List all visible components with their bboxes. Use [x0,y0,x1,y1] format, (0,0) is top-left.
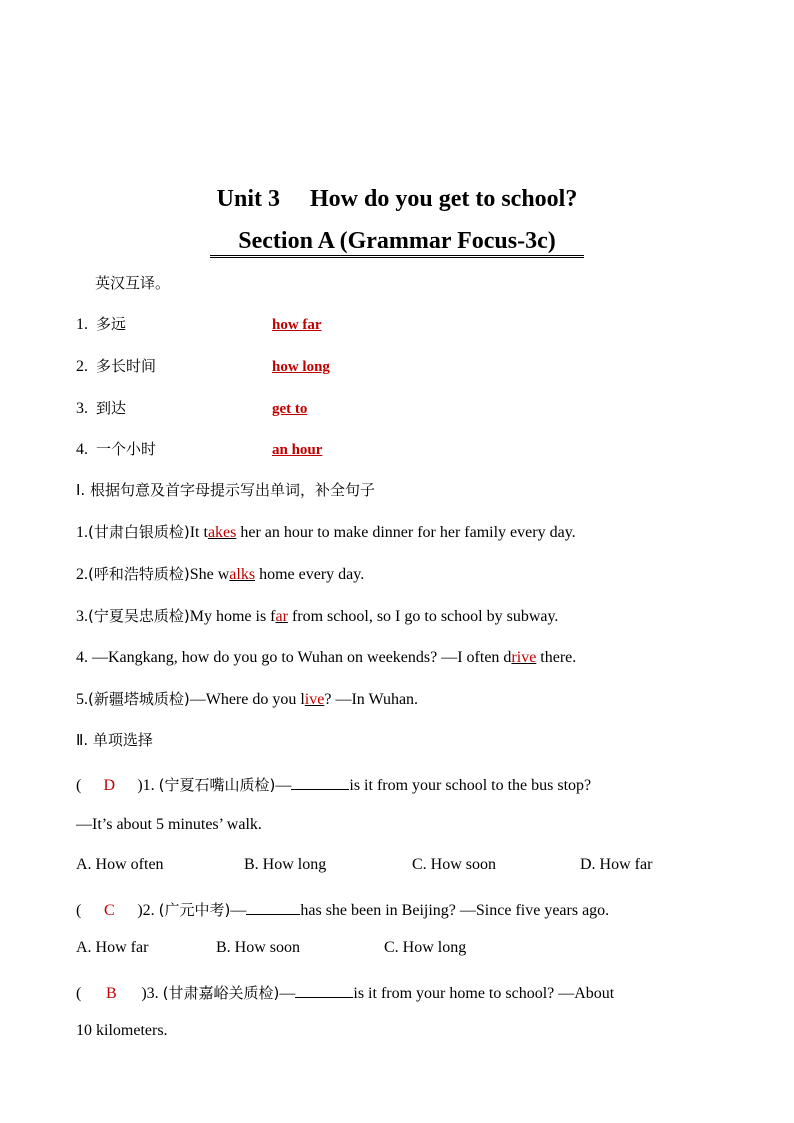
question-1-reply: —It’s about 5 minutes’ walk. [76,816,262,833]
section-title [0,229,794,253]
sentence-item: 5.(新疆塔城质检)—Where do you live? —In Wuhan. [76,690,419,708]
part1-heading: Ⅰ. 根据句意及首字母提示写出单词，补全句子 [76,481,375,499]
fill-answer: rive [511,649,537,666]
fill-answer: ive [304,691,325,708]
vocab-answer: get to [272,401,308,417]
answer-choice: D [103,777,116,794]
sentence-item: 3.(宁夏吴忠质检)My home is far from school, so I go to school by subway. [76,607,559,625]
part2-heading: Ⅱ. 单项选择 [76,731,153,749]
vocab-item: 2. 多长时间 [76,357,157,375]
option: D. How far [580,856,653,873]
fill-answer: ar [275,608,288,625]
sentence-item: 2.(呼和浩特质检)She walks home every day. [76,565,365,583]
answer-blank [295,983,353,998]
answer-blank [246,900,300,915]
vocab-item: 1. 多远 [76,315,127,333]
sentence-item: 4. —Kangkang, how do you go to Wuhan on weekends? —I often drive there. [76,649,577,666]
vocab-answer: how long [272,359,330,375]
question-3-continued: 10 kilometers. [76,1022,168,1039]
vocab-item: 4. 一个小时 [76,440,157,458]
fill-answer: akes [207,524,237,541]
option: A. How far [76,939,149,956]
option: C. How long [384,939,467,956]
question-1: ( D )1. (宁夏石嘴山质检)— is it from your school to the bus stop? [76,776,592,794]
unit-label: Unit 3 [216,186,280,212]
vocab-answer: how far [272,317,322,333]
page-title [0,187,794,211]
question-3: ( B )3. (甘肃嘉峪关质检)— is it from your home to school? —About [76,984,615,1002]
question-2: ( C )2. (广元中考)— has she been in Beijing? —Since five years ago. [76,901,610,919]
option: B. How soon [216,939,301,956]
option: C. How soon [412,856,497,873]
sentence-item: 1.(甘肃白银质检)It takes her an hour to make dinner for her family every day. [76,523,576,541]
fill-answer: alks [229,566,256,583]
answer-blank [291,775,349,790]
vocab-answer: an hour [272,442,323,458]
vocab-item: 3. 到达 [76,399,127,417]
answer-choice: B [105,985,117,1002]
unit-question: How do you get to school? [310,186,578,212]
vocab-heading: 英汉互译。 [95,274,171,292]
option: B. How long [244,856,327,873]
section-title-text: Section A (Grammar Focus-3c) [210,228,584,258]
option: A. How often [76,856,164,873]
answer-choice: C [103,902,115,919]
